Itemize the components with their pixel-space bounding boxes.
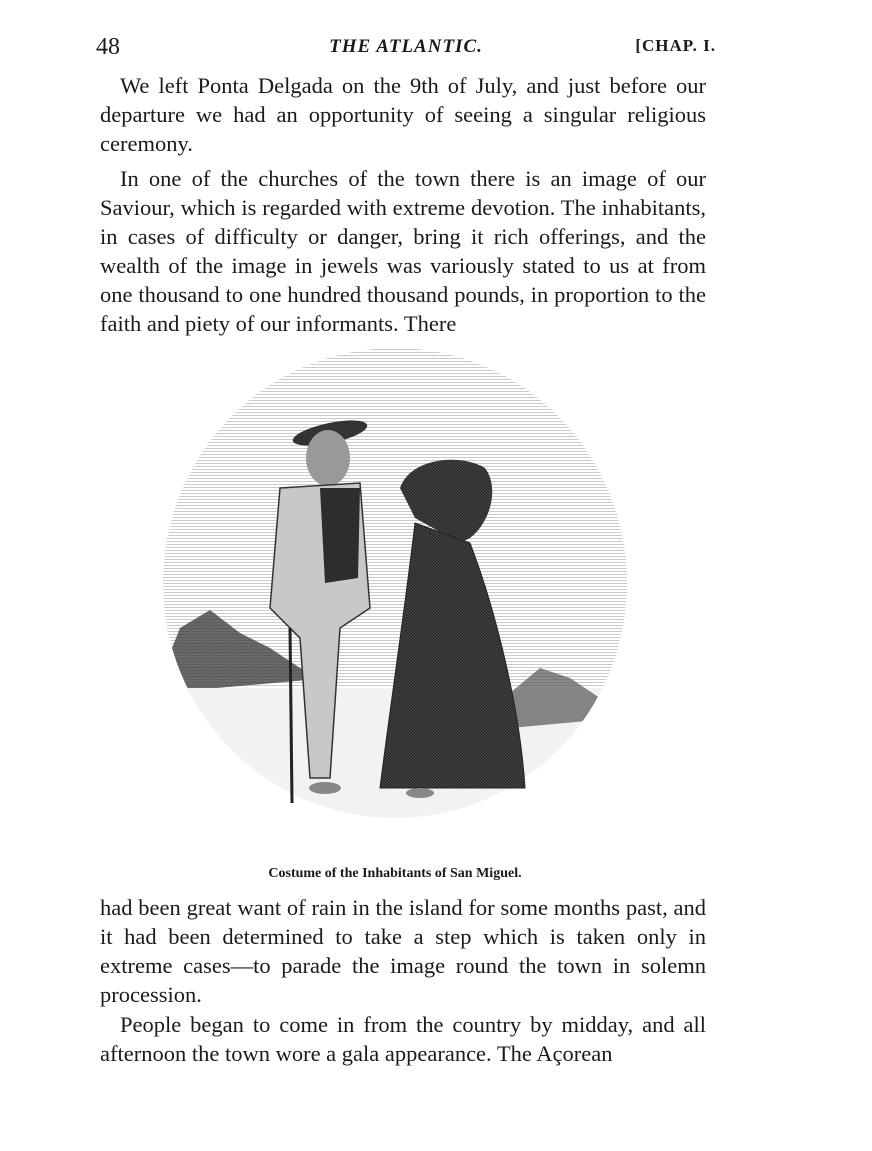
engraving-illustration (160, 348, 630, 863)
page-number: 48 (96, 34, 120, 60)
paragraph-image-of-saviour: In one of the churches of the town there is an image of our Saviour, which is regarded with extreme devotion. The inhabitants, in cases of difficulty or danger, bring it rich offerings, and the wealth of the image in jewels was variously stated to us at from one thousand to one hundred thousand pounds, in proportion to the faith and piety of our informants. There (100, 166, 706, 336)
figure-caption: Costume of the Inhabitants of San Miguel. (268, 866, 522, 881)
running-title: THE ATLANTIC. (329, 36, 483, 57)
paragraph-procession: had been great want of rain in the island for some months past, and it had been determined to take a step which is taken only in extreme cases—to parade the image round the town in solemn procession. (100, 895, 706, 1007)
paragraph-departure: We left Ponta Delgada on the 9th of July, and just before our departure we had an opportunity of seeing a singular religious ceremony. (100, 73, 706, 156)
running-head (96, 32, 716, 66)
paragraph-gala: People began to come in from the country by midday, and all afternoon the town wore a gala appearance. The Açorean (100, 1012, 706, 1066)
chapter-label: [CHAP. I. (635, 36, 716, 55)
